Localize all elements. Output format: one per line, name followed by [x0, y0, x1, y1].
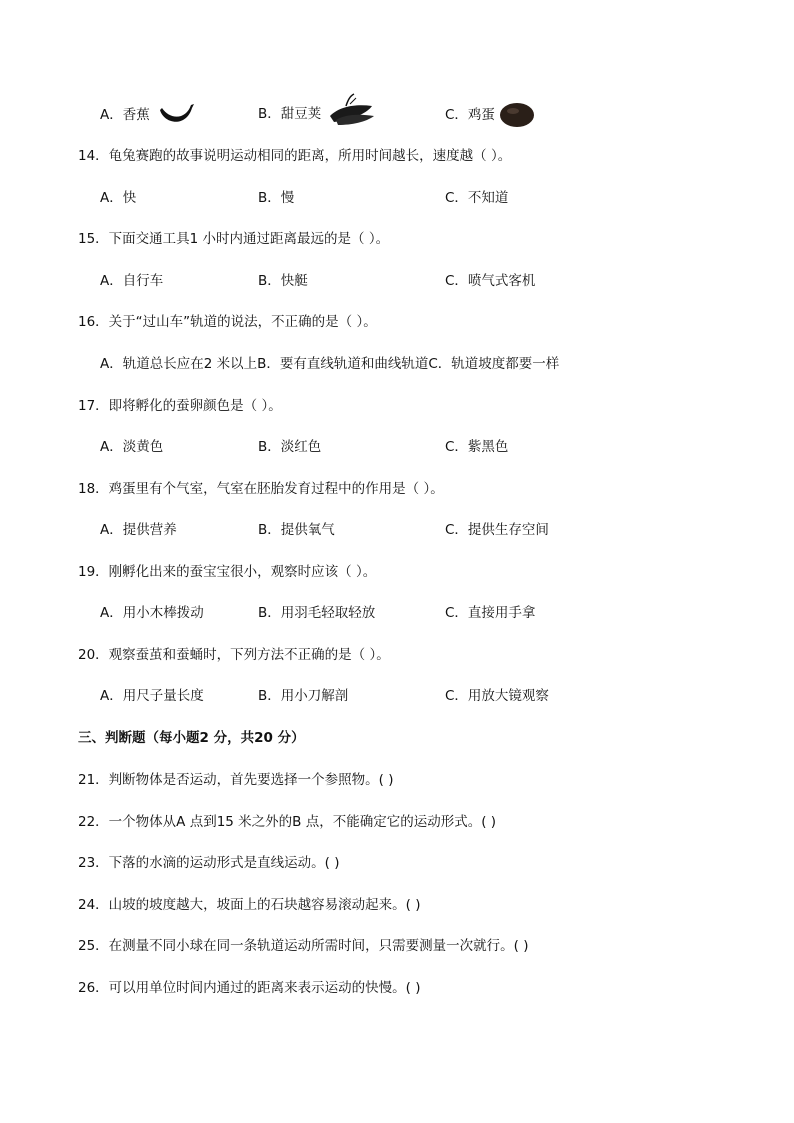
question-16: 16．关于“过山车”轨道的说法，不正确的是（ ）。	[78, 314, 377, 330]
question-16-options: A．轨道总长应在2 米以上B．要有直线轨道和曲线轨道C．轨道坡度都要一样	[100, 356, 560, 372]
judgment-item-26: 26．可以用单位时间内通过的距离来表示运动的快慢。( )	[78, 980, 421, 996]
q13-options	[0, 102, 794, 122]
option-b: B．快艇	[258, 273, 308, 289]
option-text: C．鸡蛋	[445, 107, 495, 123]
question-17: 17．即将孵化的蚕卵颜色是（ ）。	[78, 398, 282, 414]
judgment-item-22: 22．一个物体从A 点到15 米之外的B 点，不能确定它的运动形式。( )	[78, 814, 497, 830]
option-a: A．快	[100, 190, 137, 206]
option-a	[100, 102, 196, 128]
option-b: B．淡红色	[258, 439, 322, 455]
judgment-item-23: 23．下落的水滴的运动形式是直线运动。( )	[78, 855, 340, 871]
banana-image	[158, 102, 196, 128]
section-title: 三、判断题（每小题2 分，共20 分）	[78, 730, 305, 746]
question-14: 14．龟兔赛跑的故事说明运动相同的距离，所用时间越长，速度越（ ）。	[78, 148, 512, 164]
option-c: C．喷气式客机	[445, 273, 536, 289]
option-b: B．提供氧气	[258, 522, 335, 538]
option-a: A．提供营养	[100, 522, 177, 538]
option-c	[445, 102, 535, 128]
option-text: B．甜豆荚	[258, 106, 322, 122]
question-18: 18．鸡蛋里有个气室，气室在胚胎发育过程中的作用是（ ）。	[78, 481, 444, 497]
option-c: C．紫黑色	[445, 439, 509, 455]
option-b: B．慢	[258, 190, 295, 206]
option-c: C．用放大镜观察	[445, 688, 549, 704]
option-c: C．提供生存空间	[445, 522, 549, 538]
option-text: A．香蕉	[100, 107, 150, 123]
option-c: C．不知道	[445, 190, 509, 206]
judgment-item-25: 25．在测量不同小球在同一条轨道运动所需时间，只需要测量一次就行。( )	[78, 938, 529, 954]
egg-image	[499, 102, 535, 128]
option-a: A．自行车	[100, 273, 164, 289]
option-b: B．用羽毛轻取轻放	[258, 605, 376, 621]
judgment-item-24: 24．山坡的坡度越大，坡面上的石块越容易滚动起来。( )	[78, 897, 421, 913]
option-b: B．用小刀解剖	[258, 688, 349, 704]
judgment-item-21: 21．判断物体是否运动，首先要选择一个参照物。( )	[78, 772, 394, 788]
option-a: A．用尺子量长度	[100, 688, 204, 704]
sweet-pea-pod-image	[326, 92, 376, 126]
option-a: A．用小木棒拨动	[100, 605, 204, 621]
question-20: 20．观察蚕茧和蚕蛹时，下列方法不正确的是（ ）。	[78, 647, 390, 663]
option-c: C．直接用手拿	[445, 605, 536, 621]
question-15: 15．下面交通工具1 小时内通过距离最远的是（ ）。	[78, 231, 390, 247]
option-b	[258, 102, 376, 126]
question-19: 19．刚孵化出来的蚕宝宝很小，观察时应该（ ）。	[78, 564, 377, 580]
option-a: A．淡黄色	[100, 439, 164, 455]
